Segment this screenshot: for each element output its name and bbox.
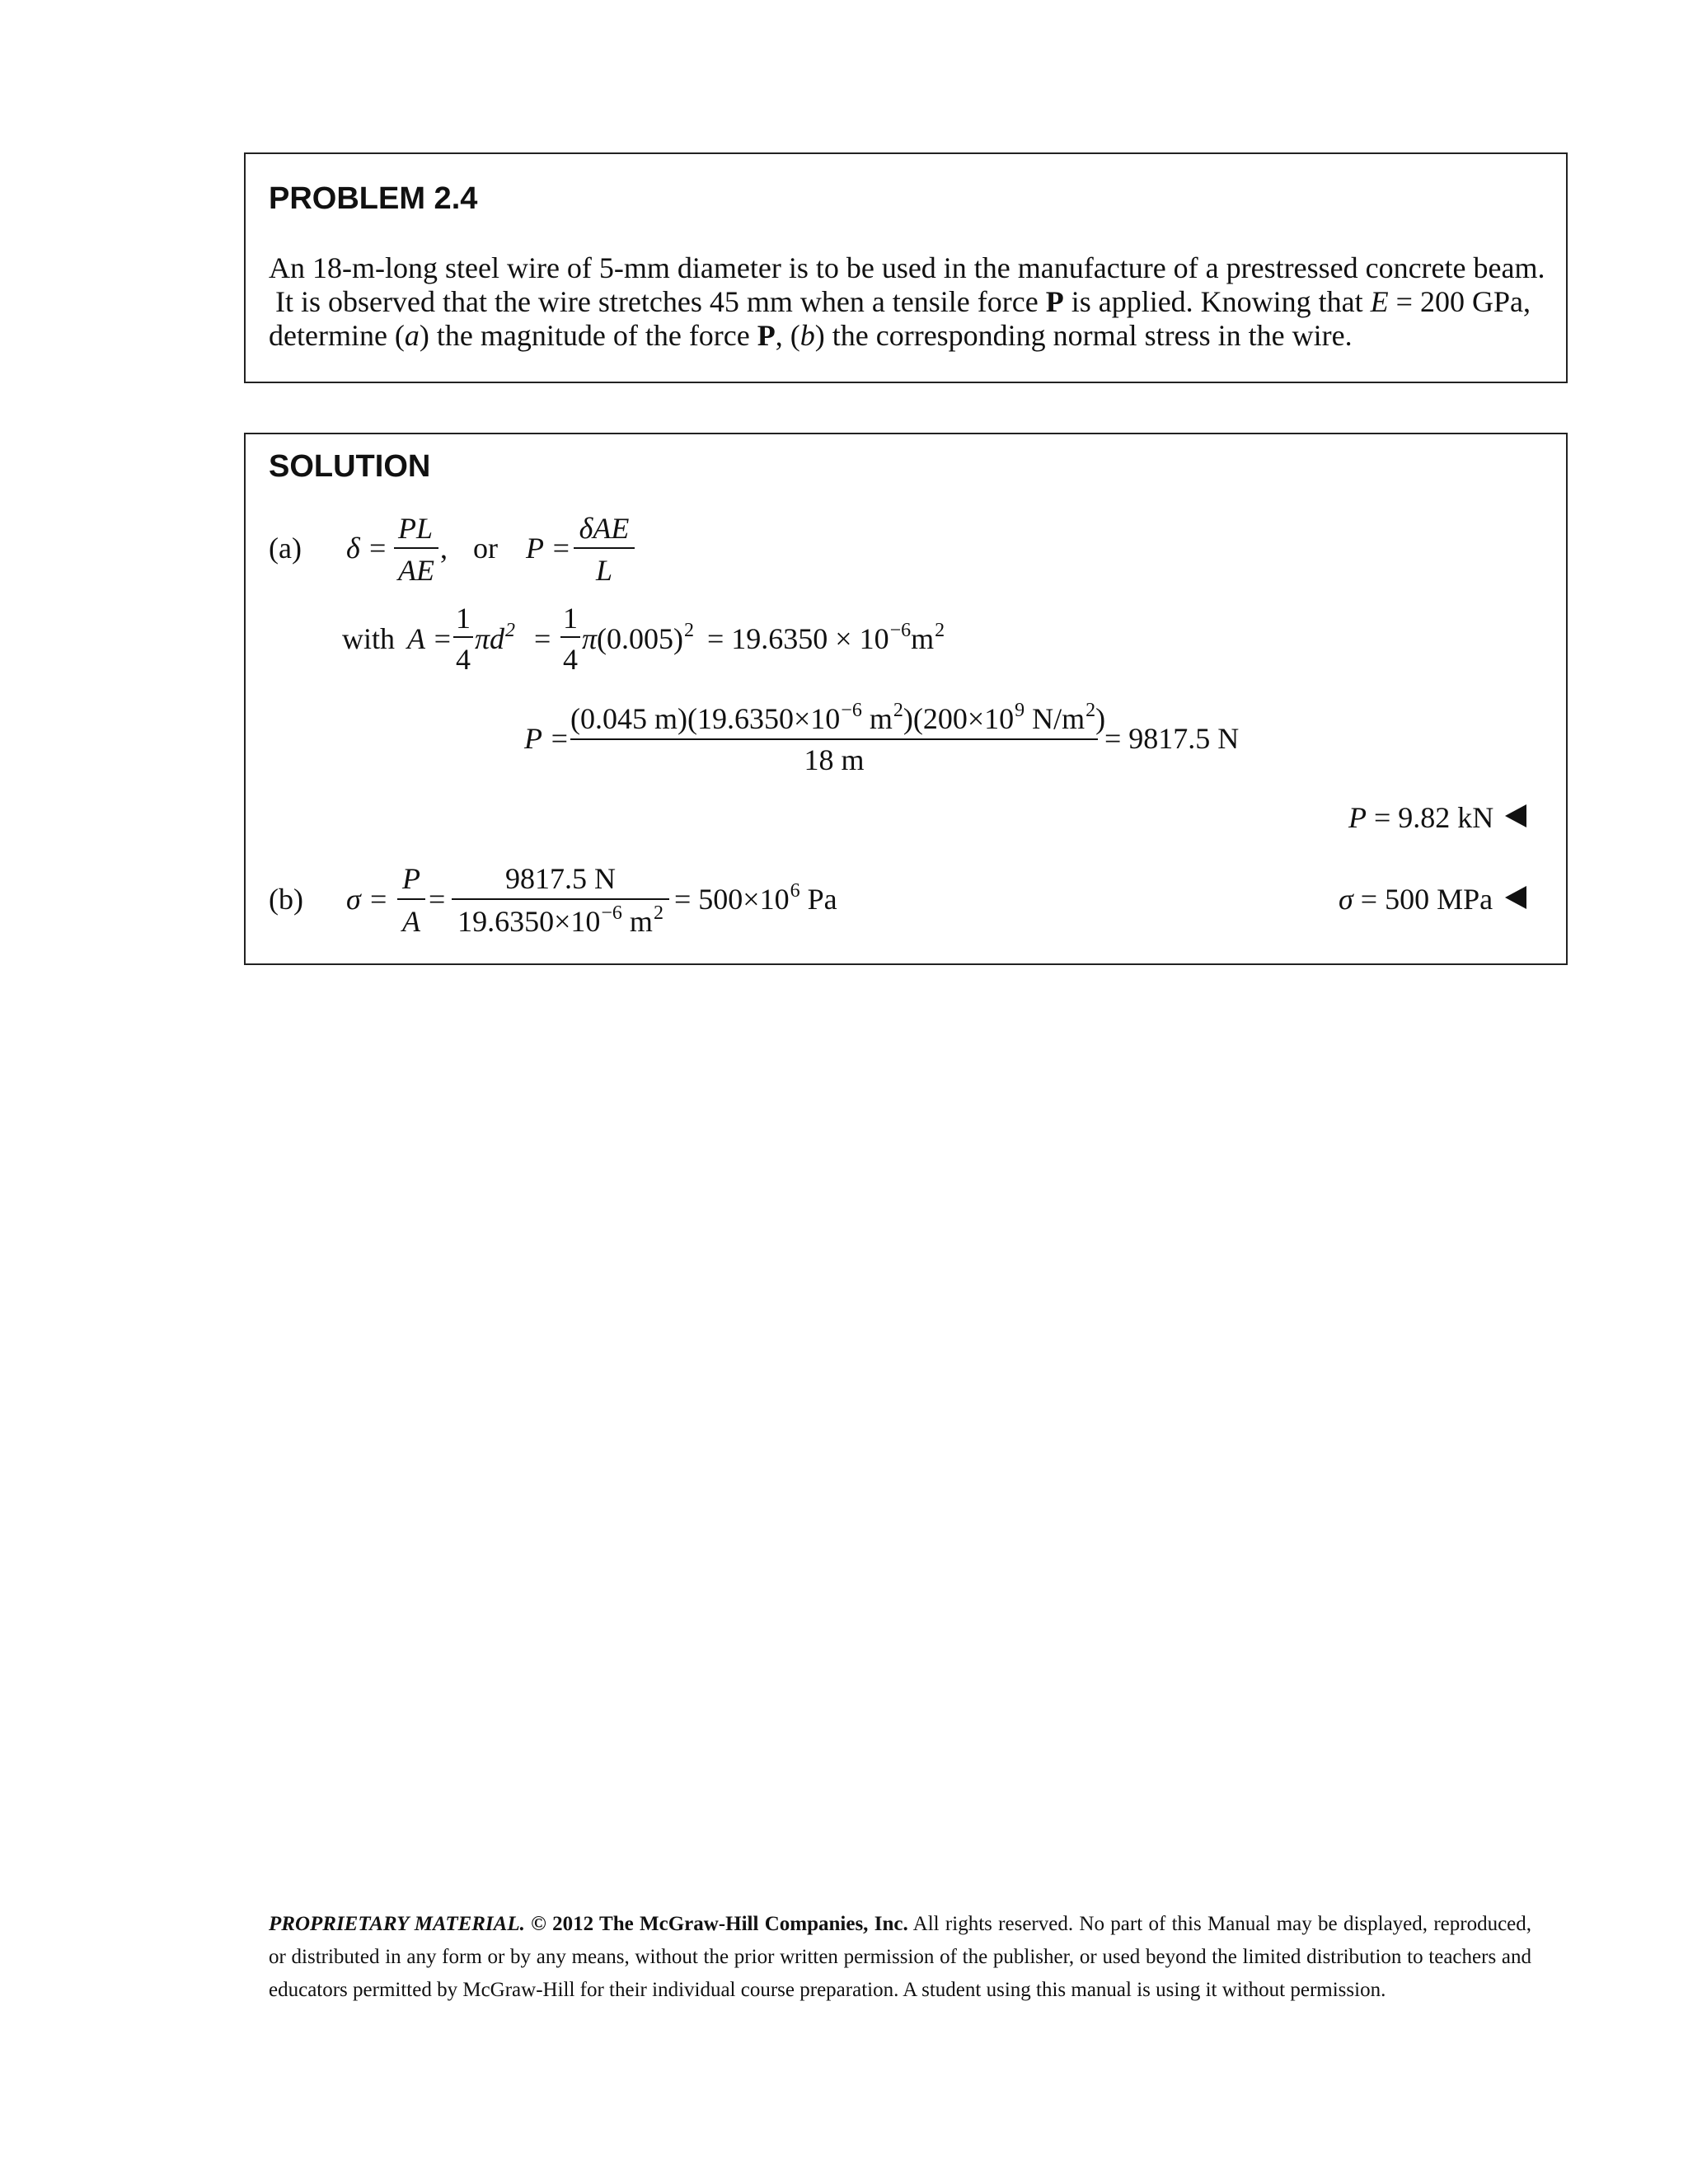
problem-text-line-1: An 18-m-long steel wire of 5-mm diameter is to be used in the manufacture of a prestressed concrete beam. [269, 251, 1545, 284]
answer-b-marker-icon [1505, 886, 1526, 909]
part-b-label: (b) [269, 883, 303, 916]
area-result: = $19.6350 \times 10^{-6}m^2$ [707, 620, 945, 655]
quarter-numerator: 1 [456, 602, 471, 635]
p-fraction-numerator: δAE [579, 512, 630, 545]
delta-fraction-numerator: PL [397, 512, 433, 545]
or-text: or [473, 532, 498, 565]
p-fraction-bar [574, 547, 635, 549]
problem-title: PROBLEM 2.4 [269, 181, 478, 216]
p-fraction-denominator: L [595, 554, 613, 587]
copyright-footer: PROPRIETARY MATERIAL. © 2012 The McGraw-Hill Companies, Inc. All rights reserved. No part of this Manual may be displayed, reproduced, or distributed in any form or by any means, without the prior written permission of the publisher, or used beyond the limited distribution to teachers and educators permitted by McGraw-Hill for their individual course preparation. A student using this manual is using it without permission. [269, 1913, 1532, 2001]
quarter-2-numerator: 1 [563, 602, 578, 635]
sigma-value-bar [452, 898, 669, 900]
force-fraction-bar [570, 738, 1098, 740]
p-equation-lhs: P = [526, 532, 571, 565]
delta-fraction-denominator: AE [398, 554, 434, 587]
sigma-equals: = [429, 883, 446, 916]
problem-text-line-2: It is observed that the wire stretches 45 mm when a tensile force P is applied. Knowing that E = 200 GPa, [275, 285, 1531, 318]
force-result: = 9817.5 N [1104, 722, 1240, 755]
sigma-fraction-bar [397, 898, 425, 900]
sigma-lhs: σ = [346, 883, 389, 916]
part-a-label: (a) [269, 532, 302, 565]
solution-title: SOLUTION [269, 449, 431, 484]
force-lhs: P = [524, 722, 570, 755]
with-text: with [342, 622, 396, 655]
answer-a-marker-icon [1505, 804, 1526, 827]
answer-a: P = 9.82 kN [1348, 801, 1494, 834]
pi-d-squared: $\pi d^2$ [475, 620, 516, 655]
delta-fraction-bar [394, 547, 438, 549]
delta-equation-lhs: δ = [346, 532, 388, 565]
sigma-result: = $500\times 10^6$ Pa [674, 880, 837, 916]
problem-text-line-3: determine (a) the magnitude of the force P, (b) the corresponding normal stress in the wire. [269, 319, 1353, 352]
sigma-value-denominator: $19.6350\times 10^{-6}$ $m^2$ [457, 902, 663, 938]
pi-value: $\pi(0.005)^2$ [582, 620, 695, 655]
sigma-fraction-numerator: P [402, 862, 420, 895]
sigma-fraction-denominator: A [402, 905, 420, 938]
quarter-2-denominator: 4 [563, 643, 578, 676]
area-equals: = [534, 622, 551, 655]
quarter-2-fraction-bar [560, 636, 580, 638]
answer-b: σ = 500 MPa [1339, 883, 1493, 916]
force-numerator: (0.045 $m)(19.6350\times 10^{-6}$ $m^2)(200\times 10^9$ $N/m^2$) [570, 700, 1106, 735]
area-lhs: A = [407, 622, 452, 655]
delta-comma: , [440, 532, 448, 565]
quarter-fraction-bar [453, 636, 473, 638]
sigma-value-numerator: 9817.5 N [505, 862, 616, 895]
quarter-denominator: 4 [456, 643, 471, 676]
force-denominator: 18 m [804, 743, 865, 776]
